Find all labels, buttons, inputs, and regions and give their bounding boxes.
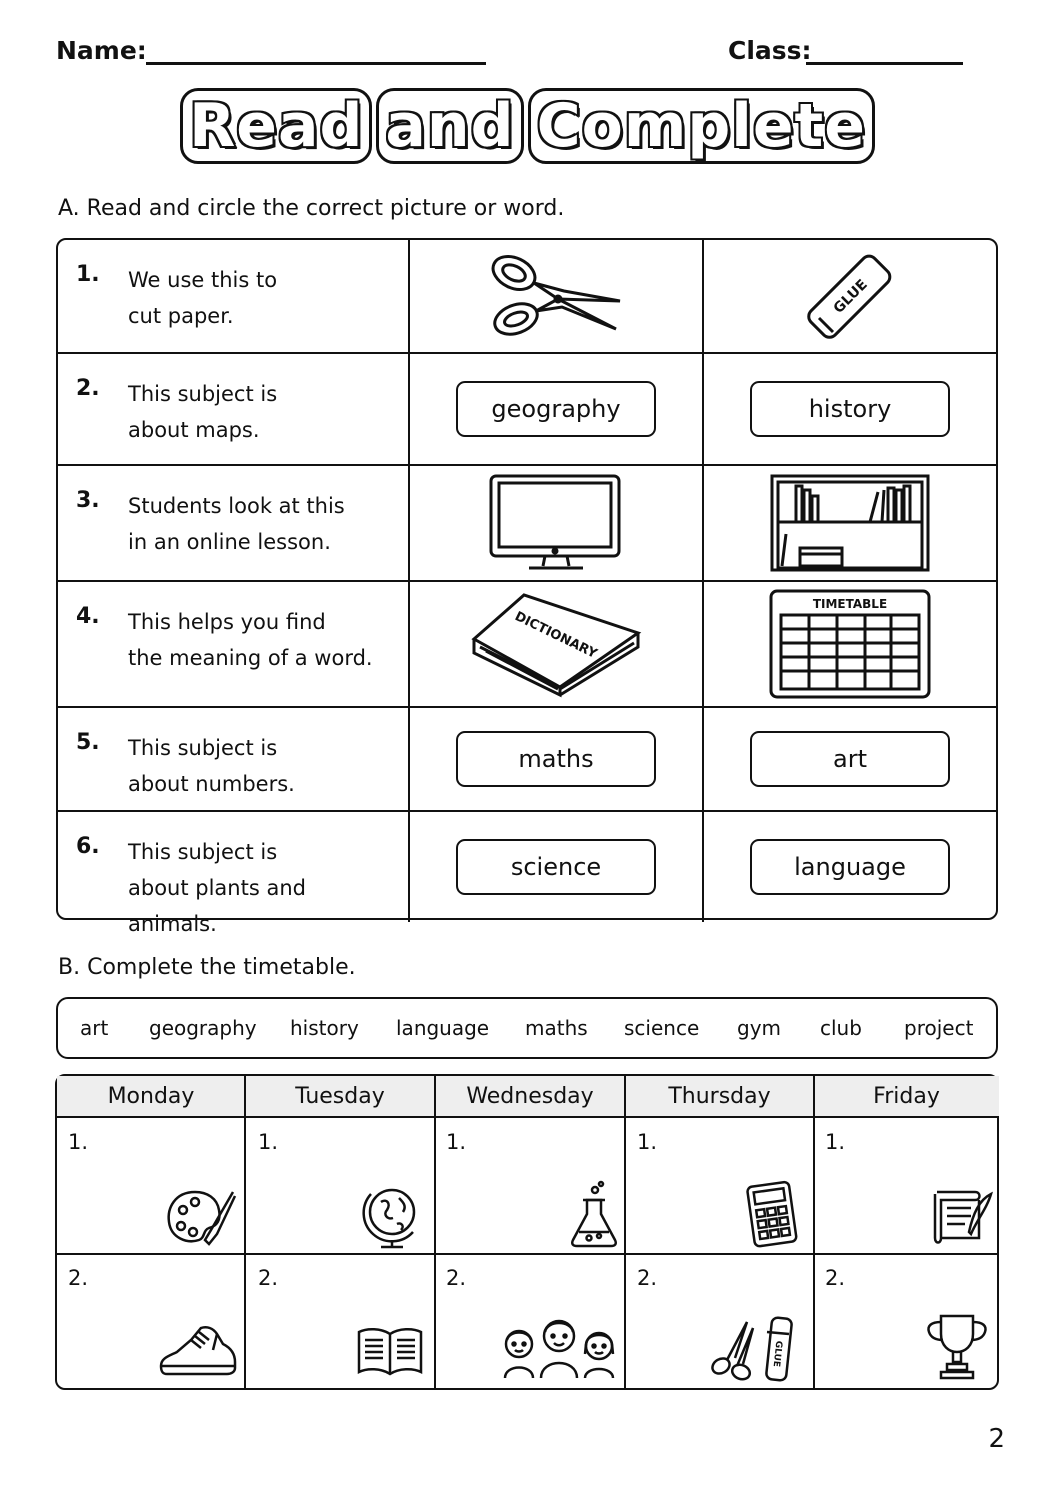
word-bank-item: art — [80, 1016, 109, 1040]
day-header-monday: Monday — [57, 1076, 245, 1118]
question-line-2: about maps. — [128, 418, 260, 442]
word-bank-item: history — [290, 1016, 359, 1040]
option-cell-1[interactable] — [410, 240, 704, 352]
timetable-grid — [55, 1074, 999, 1390]
globe-icon — [357, 1184, 427, 1250]
section-a-table — [56, 238, 998, 936]
section-a-title: A. Read and circle the correct picture or word. — [58, 196, 565, 221]
timetable-icon[interactable] — [769, 589, 931, 699]
day-header-thursday: Thursday — [625, 1076, 814, 1118]
slot-number: 1. — [258, 1130, 279, 1154]
day-header-tuesday: Tuesday — [245, 1076, 435, 1118]
question-number: 2. — [76, 376, 100, 401]
question-text — [128, 604, 398, 676]
slot-number: 1. — [68, 1130, 89, 1154]
option-cell-1 — [410, 812, 704, 922]
question-cell — [58, 354, 410, 464]
word-bank-item: maths — [525, 1016, 588, 1040]
question-number: 3. — [76, 488, 100, 513]
dictionary-icon[interactable] — [470, 591, 642, 697]
column-divider — [244, 1076, 246, 1388]
slot-number: 1. — [637, 1130, 658, 1154]
bookshelf-icon[interactable] — [770, 474, 930, 572]
word-bank-item: gym — [737, 1016, 782, 1040]
option-cell-2 — [704, 354, 996, 464]
question-line-2: cut paper. — [128, 304, 234, 328]
question-row — [58, 812, 996, 936]
title-word-1: Read — [180, 88, 372, 164]
question-text — [128, 376, 398, 448]
page-title — [0, 88, 1055, 164]
scissors-icon[interactable] — [486, 251, 626, 341]
scroll-quill-icon — [931, 1186, 995, 1246]
scissors-glue-icon — [707, 1312, 801, 1384]
question-row — [58, 354, 996, 466]
name-field[interactable] — [146, 62, 486, 65]
question-row — [58, 466, 996, 582]
question-number: 6. — [76, 834, 100, 859]
glue-stick-icon[interactable] — [795, 246, 905, 346]
computer-monitor-icon[interactable] — [489, 474, 623, 572]
word-option-history[interactable]: history — [750, 381, 950, 437]
slot-number: 2. — [825, 1266, 846, 1290]
question-row — [58, 582, 996, 708]
question-line-2: the meaning of a word. — [128, 646, 373, 670]
word-bank-item: geography — [149, 1016, 257, 1040]
section-b-title: B. Complete the timetable. — [58, 955, 356, 980]
question-text — [128, 262, 398, 334]
question-line-2: about plants and animals. — [128, 876, 306, 936]
option-cell-1 — [410, 708, 704, 810]
question-row — [58, 708, 996, 812]
slot-number: 2. — [637, 1266, 658, 1290]
word-option-art[interactable]: art — [750, 731, 950, 787]
class-field[interactable] — [806, 62, 963, 65]
column-divider — [813, 1076, 815, 1388]
slot-number: 2. — [446, 1266, 467, 1290]
question-cell — [58, 582, 410, 706]
calculator-icon — [747, 1182, 799, 1248]
word-option-geography[interactable]: geography — [456, 381, 656, 437]
question-line-1: This subject is — [128, 382, 278, 406]
question-line-1: This subject is — [128, 736, 278, 760]
question-line-1: We use this to — [128, 268, 278, 292]
dictionary-label: DICTIONARY — [512, 609, 600, 662]
glue-small-label: GLUE — [770, 1340, 784, 1368]
slot-number: 2. — [258, 1266, 279, 1290]
flask-icon — [569, 1180, 619, 1248]
question-line-2: about numbers. — [128, 772, 295, 796]
question-text — [128, 488, 398, 560]
word-bank — [56, 997, 998, 1059]
question-number: 1. — [76, 262, 100, 287]
day-header-wednesday: Wednesday — [435, 1076, 625, 1118]
question-number: 5. — [76, 730, 100, 755]
question-number: 4. — [76, 604, 100, 629]
name-label: Name: — [56, 36, 147, 65]
title-word-2: and — [376, 88, 523, 164]
slot-number: 1. — [825, 1130, 846, 1154]
option-cell-2[interactable] — [704, 240, 996, 352]
row-divider — [57, 1253, 997, 1255]
option-cell-2 — [704, 812, 996, 922]
question-cell — [58, 708, 410, 810]
question-line-1: This subject is — [128, 840, 278, 864]
day-header-friday: Friday — [814, 1076, 999, 1118]
open-book-icon — [355, 1326, 425, 1378]
timetable-label: TIMETABLE — [812, 597, 888, 611]
question-row — [58, 240, 996, 354]
slot-number: 2. — [68, 1266, 89, 1290]
option-cell-1[interactable] — [410, 582, 704, 706]
column-divider — [434, 1076, 436, 1388]
option-cell-2 — [704, 708, 996, 810]
title-word-3: Complete — [528, 88, 875, 164]
word-option-maths[interactable]: maths — [456, 731, 656, 787]
option-cell-2[interactable] — [704, 582, 996, 706]
word-bank-item: club — [820, 1016, 862, 1040]
question-cell — [58, 812, 410, 936]
class-label: Class: — [728, 36, 812, 65]
header — [56, 36, 999, 76]
column-divider — [624, 1076, 626, 1388]
word-bank-item: science — [624, 1016, 700, 1040]
question-cell — [58, 466, 410, 580]
word-option-science[interactable]: science — [456, 839, 656, 895]
question-line-2: in an online lesson. — [128, 530, 331, 554]
sneaker-icon — [157, 1322, 237, 1380]
glue-label: GLUE — [830, 276, 871, 317]
question-line-1: Students look at this — [128, 494, 345, 518]
question-text — [128, 730, 398, 802]
option-cell-2[interactable] — [704, 466, 996, 580]
palette-icon — [165, 1186, 237, 1248]
slot-number: 1. — [446, 1130, 467, 1154]
word-bank-item: language — [396, 1016, 490, 1040]
question-cell — [58, 240, 410, 352]
page-number: 2 — [988, 1424, 1005, 1454]
word-bank-item: project — [904, 1016, 974, 1040]
word-option-language[interactable]: language — [750, 839, 950, 895]
question-text — [128, 834, 398, 942]
children-group-icon — [499, 1314, 619, 1382]
option-cell-1[interactable] — [410, 466, 704, 580]
question-line-1: This helps you find — [128, 610, 326, 634]
trophy-icon — [925, 1312, 989, 1380]
option-cell-1 — [410, 354, 704, 464]
